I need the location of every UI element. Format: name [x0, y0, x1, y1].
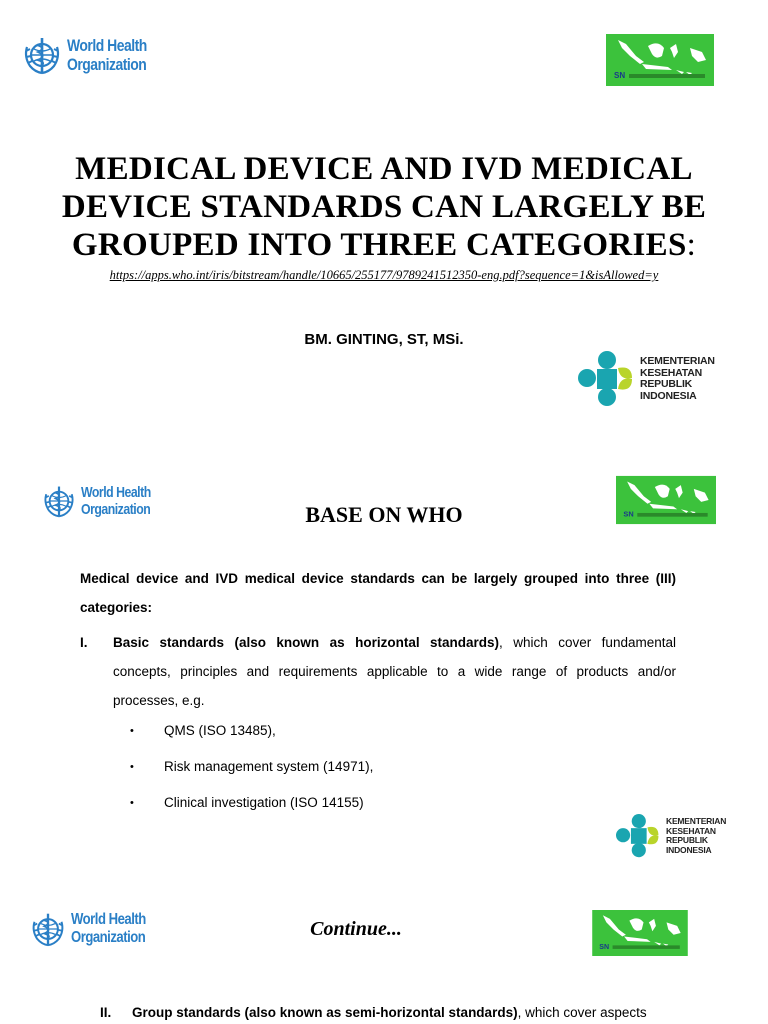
- who-categories-slide: [0, 440, 768, 870]
- category-item-2: [100, 998, 700, 1024]
- item-description: , which cover fundamental concepts, principles and requirements applicable to a wide range of products and/or processes, e.g.: [113, 635, 676, 708]
- bullet-icon: •: [130, 725, 134, 737]
- kemenkes-logo: [578, 350, 715, 408]
- list-item-text: Risk management system (14971),: [164, 759, 374, 774]
- bullet-icon: •: [130, 761, 134, 773]
- kemenkes-logo: [616, 813, 726, 859]
- title-slide: [0, 0, 768, 440]
- kemenkes-line: KEMENTERIAN: [640, 355, 715, 367]
- item-body: [132, 998, 700, 1024]
- continue-slide: [0, 870, 768, 1024]
- who-wordmark-line1: World Health: [67, 36, 147, 55]
- item-title: Basic standards (also known as horizontal standards): [113, 635, 500, 650]
- item-title: Group standards (also known as semi-horizontal standards): [132, 1005, 518, 1020]
- kemenkes-line: KEMENTERIAN: [666, 816, 727, 826]
- slide-title-colon: :: [686, 227, 697, 263]
- author-name: BM. GINTING, ST, MSi.: [304, 331, 464, 348]
- who-wordmark-line1: World Health: [71, 911, 146, 928]
- who-logo: [22, 25, 164, 85]
- kemenkes-line: INDONESIA: [640, 389, 697, 402]
- list-item-text: QMS (ISO 13485),: [164, 723, 276, 738]
- slide-title-text: MEDICAL DEVICE AND IVD MEDICAL DEVICE STANDARDS CAN LARGELY BE GROUPED INTO THREE CATEGORIES: [61, 151, 707, 263]
- slide-heading: BASE ON WHO: [305, 502, 463, 527]
- list-item-text: Clinical investigation (ISO 14155): [164, 795, 364, 810]
- list-item: [130, 722, 373, 758]
- kemenkes-line: KESEHATAN: [666, 825, 716, 836]
- who-wordmark-line2: Organization: [71, 929, 146, 946]
- kemenkes-line: REPUBLIK: [640, 378, 693, 390]
- slide-title: [20, 150, 748, 264]
- example-list: [130, 722, 373, 830]
- list-item: [130, 794, 373, 830]
- intro-paragraph: Medical device and IVD medical device standards can be largely grouped into three (III) categories:: [80, 571, 676, 615]
- item-numeral: I.: [80, 635, 88, 650]
- bullet-icon: •: [130, 797, 134, 809]
- who-wordmark-line1: World Health: [81, 484, 151, 501]
- who-wordmark-line2: Organization: [81, 501, 151, 518]
- kemenkes-emblem-icon: [616, 813, 660, 859]
- kemenkes-line: KESEHATAN: [640, 366, 702, 379]
- kemenkes-line: REPUBLIK: [666, 835, 708, 845]
- kemenkes-wordmark: [666, 817, 726, 855]
- list-item: [130, 758, 373, 794]
- who-wordmark-line2: Organization: [67, 55, 147, 74]
- sni-logo-icon: [606, 34, 714, 86]
- who-emblem-icon: [22, 25, 62, 85]
- kemenkes-line: INDONESIA: [666, 844, 712, 855]
- source-link[interactable]: https://apps.who.int/iris/bitstream/handle/10665/255177/9789241512350-eng.pdf?sequence=1&isAllowed=y: [109, 268, 659, 282]
- item-description: , which cover aspects: [517, 1005, 647, 1020]
- kemenkes-emblem-icon: [578, 350, 634, 408]
- item-numeral: II.: [100, 1005, 112, 1020]
- item-body: [113, 628, 676, 715]
- who-wordmark: [67, 36, 147, 74]
- slide-heading: Continue...: [310, 918, 402, 940]
- kemenkes-wordmark: [640, 356, 715, 402]
- category-item-1: [80, 628, 676, 715]
